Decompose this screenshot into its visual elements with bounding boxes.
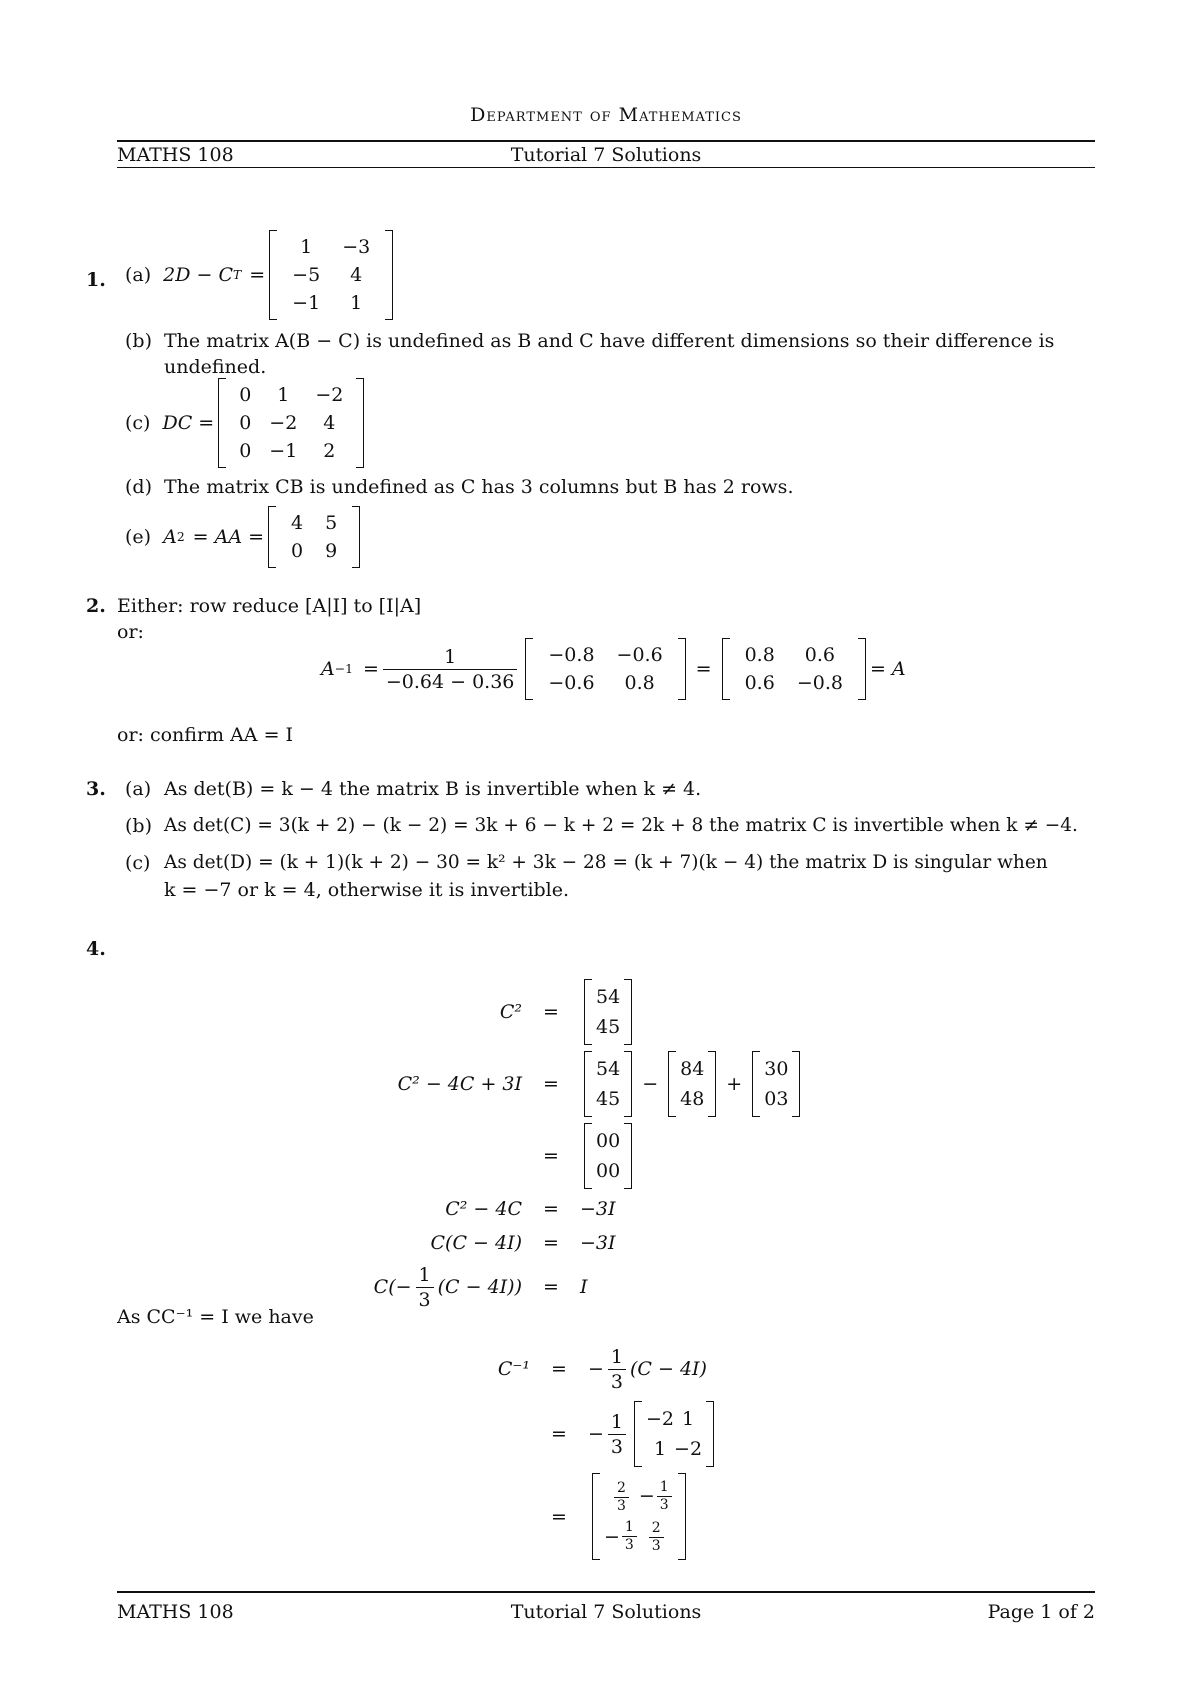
q4-r5-lhs: C(C − 4I) bbox=[430, 1232, 522, 1254]
q4-s1-eq: = bbox=[551, 1358, 567, 1380]
q1e-lhs-rest: = AA = bbox=[192, 526, 265, 548]
q1b-text: The matrix A(B − C) is undefined as B and C have different dimensions so their difference is bbox=[164, 330, 1055, 352]
header-rule-top bbox=[117, 140, 1095, 142]
q1c-label: (c) bbox=[125, 412, 151, 434]
q4-r2-matrix-4c: 8 4 4 8 bbox=[668, 1051, 716, 1117]
q1e-matrix: 4 5 0 9 bbox=[268, 506, 360, 568]
q4-r4-rhs: −3I bbox=[580, 1198, 616, 1220]
q1b-text-cont: undefined. bbox=[164, 356, 267, 378]
q4-r2-eq: = bbox=[543, 1073, 559, 1095]
q3a-label: (a) bbox=[125, 778, 152, 800]
q2-tail: = A bbox=[869, 658, 906, 680]
q4-s3-eq: = bbox=[551, 1505, 567, 1528]
q1a-matrix: 1 −3 −5 4 −1 1 bbox=[269, 230, 393, 320]
q4-s3-inverse-matrix bbox=[592, 1473, 686, 1560]
q4-s1-minus: − bbox=[588, 1358, 604, 1380]
q4-s3-cell-11: $\frac{2}{3}$ bbox=[639, 1517, 674, 1558]
q4-s2-fraction: $\frac{1}{3}$ bbox=[608, 1411, 626, 1458]
q1e-lhs: A bbox=[163, 526, 177, 548]
q4-s2-eq: = bbox=[551, 1423, 567, 1445]
q2-line1: Either: row reduce [A|I] to [I|A] bbox=[117, 595, 422, 617]
q4-r4-lhs: C² − 4C bbox=[445, 1198, 522, 1220]
q3c-label: (c) bbox=[125, 852, 151, 874]
q4-r5-eq: = bbox=[543, 1232, 559, 1254]
q4-s2-matrix: −2 1 1 −2 bbox=[634, 1401, 714, 1467]
q4-r6-fraction: $\frac{1}{3}$ bbox=[416, 1264, 434, 1311]
q4-s3-cell-01: − $\frac{1}{3}$ bbox=[639, 1476, 674, 1517]
q1c-lhs: DC = bbox=[162, 412, 215, 434]
q1e: (e) A 2 = AA = 4 5 0 9 bbox=[125, 508, 364, 566]
footer-course: MATHS 108 bbox=[117, 1601, 234, 1623]
q4-s1-lhs: C⁻¹ bbox=[497, 1358, 530, 1380]
q2-equation: A −1 = $\frac{1}{-0.64 - 0.36}$ −0.8 −0.6 −0.6 0.8 = 0.8 0.6 0.6 −0.8 = A bbox=[321, 637, 906, 701]
q2-lhs: A bbox=[321, 658, 335, 680]
q3a-text: As det(B) = k − 4 the matrix B is invertible when k ≠ 4. bbox=[164, 778, 702, 800]
q2-equals: = bbox=[362, 658, 379, 680]
q4-r6-post: (C − 4I)) bbox=[437, 1276, 522, 1298]
q2-matrix-adj: −0.8 −0.6 −0.6 0.8 bbox=[525, 638, 685, 700]
q4-s3-cell-10: − $\frac{1}{3}$ bbox=[604, 1517, 639, 1558]
q2-equals-2: = bbox=[695, 658, 712, 680]
q4-derivation bbox=[330, 976, 804, 1314]
q3b-label: (b) bbox=[125, 815, 152, 837]
footer-page-number: Page 1 of 2 bbox=[987, 1601, 1095, 1623]
q3c-text-cont: k = −7 or k = 4, otherwise it is invertible. bbox=[164, 879, 570, 901]
q2-number: 2. bbox=[86, 595, 106, 617]
department-heading: Department of Mathematics bbox=[470, 104, 742, 126]
q4-as-line: As CC⁻¹ = I we have bbox=[117, 1306, 314, 1328]
q3-number: 3. bbox=[86, 778, 106, 800]
q1b-label: (b) bbox=[125, 330, 152, 352]
q4-r1-eq: = bbox=[543, 1001, 559, 1023]
q4-s1-post: (C − 4I) bbox=[630, 1358, 707, 1380]
q4-r6-eq: = bbox=[543, 1276, 559, 1298]
q3b-text: As det(C) = 3(k + 2) − (k − 2) = 3k + 6 − k + 2 = 2k + 8 the matrix C is invertible when k ≠ −4. bbox=[164, 815, 1078, 836]
header-rule-bottom bbox=[117, 167, 1095, 168]
q4-r5-rhs: −3I bbox=[580, 1232, 616, 1254]
q1a-equals: = bbox=[249, 264, 266, 286]
q4-r2-matrix-3i: 3 0 0 3 bbox=[752, 1051, 800, 1117]
q2-line3: or: confirm AA = I bbox=[117, 724, 294, 746]
q4-r3-zero-matrix: 0 0 0 0 bbox=[584, 1123, 632, 1189]
q2-line2: or: bbox=[117, 621, 144, 643]
q4-s1-fraction: $\frac{1}{3}$ bbox=[608, 1346, 626, 1393]
q4-r2-plus: + bbox=[726, 1073, 743, 1095]
q1-number: 1. bbox=[86, 269, 106, 291]
q4-r2-matrix-c2: 5 4 4 5 bbox=[584, 1051, 632, 1117]
header-course: MATHS 108 bbox=[117, 144, 234, 166]
q1e-label: (e) bbox=[125, 526, 152, 548]
q1c-matrix: 0 1 −2 0 −2 4 0 −1 2 bbox=[218, 378, 364, 468]
footer-rule bbox=[117, 1591, 1095, 1593]
q1c bbox=[125, 380, 368, 466]
q4-s3-cell-00: $\frac{2}{3}$ bbox=[604, 1476, 639, 1517]
q4-r4-eq: = bbox=[543, 1198, 559, 1220]
q3c-text: As det(D) = (k + 1)(k + 2) − 30 = k² + 3k − 28 = (k + 7)(k − 4) the matrix D is singular when bbox=[164, 852, 1048, 873]
header-title: Tutorial 7 Solutions bbox=[510, 144, 702, 166]
footer-title: Tutorial 7 Solutions bbox=[510, 1601, 702, 1623]
q1d-text: The matrix CB is undefined as C has 3 columns but B has 2 rows. bbox=[164, 476, 794, 498]
q4-r1-lhs: C² bbox=[499, 1001, 522, 1023]
q1d-label: (d) bbox=[125, 476, 152, 498]
q4-r3-eq: = bbox=[543, 1145, 559, 1167]
q1a-lhs: 2D − C bbox=[163, 264, 234, 286]
q1a: (a) 2D − C T = 1 −3 −5 4 −1 1 bbox=[125, 232, 397, 318]
q1a-label: (a) bbox=[125, 264, 152, 286]
q4-number: 4. bbox=[86, 938, 106, 960]
q4-r2-minus: − bbox=[642, 1073, 659, 1095]
q4-r6-rhs: I bbox=[580, 1276, 588, 1298]
q4-inverse-derivation bbox=[460, 1340, 718, 1563]
q4-s2-minus: − bbox=[588, 1423, 604, 1445]
q4-r1-matrix: 5 4 4 5 bbox=[584, 979, 632, 1045]
q2-matrix-result: 0.8 0.6 0.6 −0.8 bbox=[722, 638, 866, 700]
q4-r6-pre: C(− bbox=[373, 1276, 412, 1298]
q2-fraction: $\frac{1}{-0.64 - 0.36}$ bbox=[383, 646, 518, 693]
q4-r2-lhs: C² − 4C + 3I bbox=[397, 1073, 522, 1095]
